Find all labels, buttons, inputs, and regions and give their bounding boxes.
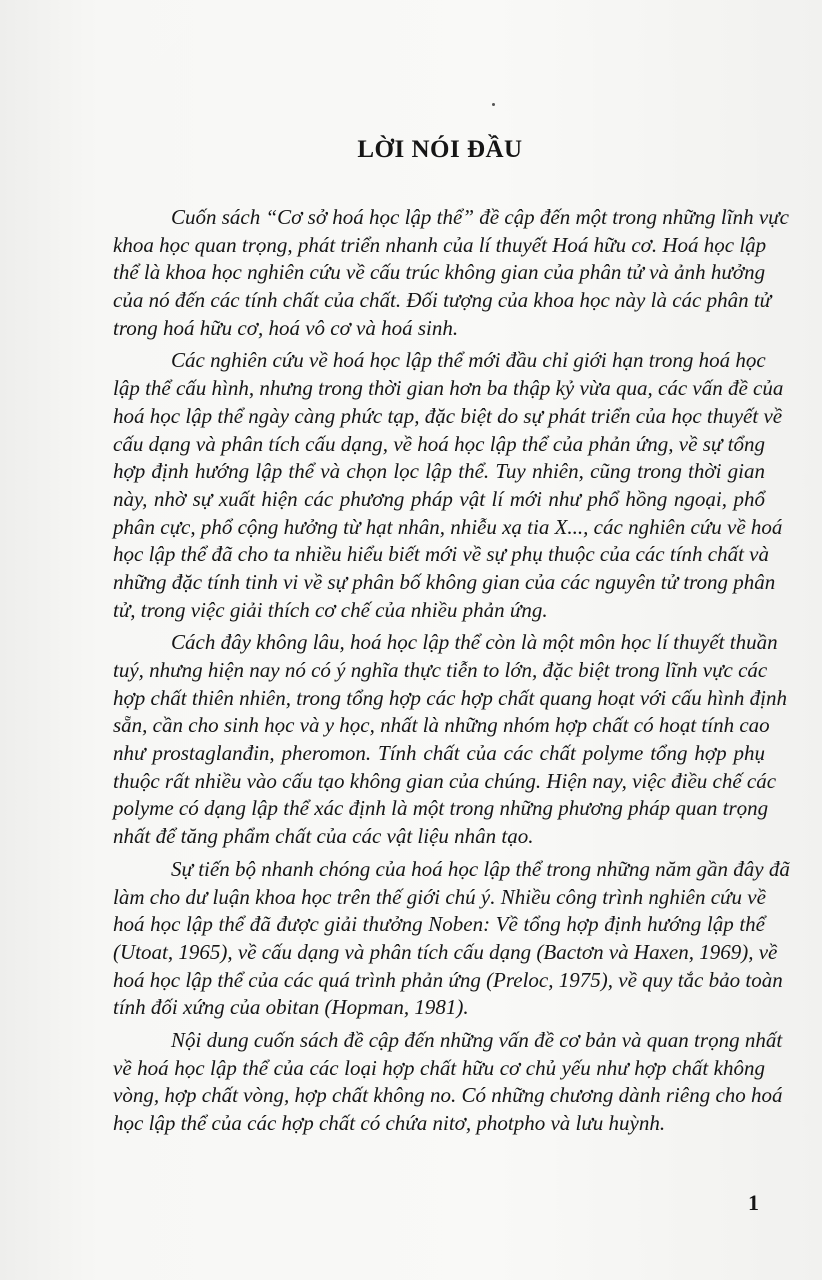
text-line: vòng, hợp chất vòng, hợp chất không no. Có những chương dành riêng cho hoá bbox=[113, 1083, 783, 1108]
text-line: polyme có dạng lập thể xác định là một trong những phương pháp quan trọng bbox=[113, 796, 769, 821]
text-line: tử, trong việc giải thích cơ chế của nhiều phản ứng. bbox=[113, 597, 548, 622]
text-line: hoá học lập thể ngày càng phức tạp, đặc biệt do sự phát triển của học thuyết về bbox=[113, 403, 783, 428]
text-line: sẵn, cần cho sinh học và y học, nhất là những nhóm hợp chất có hoạt tính cao bbox=[113, 713, 770, 738]
text-line: (Utoat, 1965), về cấu dạng và phân tích cấu dạng (Bactơn và Haxen, 1969), về bbox=[113, 939, 778, 964]
text-line: thể là khoa học nghiên cứu về cấu trúc không gian của phân tử và ảnh hưởng bbox=[113, 260, 766, 285]
text-line: thuộc rất nhiều vào cấu tạo không gian của chúng. Hiện nay, việc điều chế các bbox=[113, 768, 777, 793]
text-line: nhất để tăng phẩm chất của các vật liệu nhân tạo. bbox=[113, 824, 534, 849]
page-number: 1 bbox=[748, 1190, 759, 1215]
text-line: tuý, nhưng hiện nay nó có ý nghĩa thực tiễn to lớn, đặc biệt trong lĩnh vực các bbox=[113, 658, 768, 682]
text-line: phân cực, phổ cộng hưởng từ hạt nhân, nhiễu xạ tia X..., các nghiên cứu về hoá bbox=[113, 514, 783, 539]
text-line: học lập thể của các hợp chất có chứa nitơ, photpho và lưu huỳnh. bbox=[113, 1111, 666, 1135]
print-speck bbox=[492, 103, 495, 106]
paragraph bbox=[113, 856, 790, 1022]
text-line: hợp chất thiên nhiên, trong tổng hợp các hợp chất quang hoạt với cấu hình định bbox=[113, 685, 787, 710]
paragraph bbox=[113, 347, 784, 624]
text-line: của nó đến các tính chất của chất. Đối tượng của khoa học này là các phân tử bbox=[113, 288, 772, 313]
text-line: cấu dạng và phân tích cấu dạng, về hoá học lập thể của phản ứng, về sự tổng bbox=[113, 431, 765, 456]
paragraph bbox=[113, 1027, 783, 1138]
text-line: học lập thể đã cho ta nhiều hiểu biết mới về sự phụ thuộc của các tính chất và bbox=[113, 542, 770, 567]
text-line: hoá học lập thể đã được giải thưởng Noben: Về tổng hợp định hướng lập thể bbox=[113, 912, 765, 937]
text-line: khoa học quan trọng, phát triển nhanh của lí thuyết Hoá hữu cơ. Hoá học lập bbox=[113, 232, 767, 257]
text-line: hoá học lập thể của các quá trình phản ứng (Preloc, 1975), về quy tắc bảo toàn bbox=[113, 967, 783, 992]
text-line: những đặc tính tinh vi về sự phân bố không gian của các nguyên tử trong phân bbox=[113, 569, 776, 594]
paragraph bbox=[113, 629, 787, 851]
text-line: này, nhờ sự xuất hiện các phương pháp vật lí mới như phổ hồng ngoại, phổ bbox=[113, 486, 765, 511]
text-line: trong hoá hữu cơ, hoá vô cơ và hoá sinh. bbox=[113, 315, 459, 340]
text-line: Cách đây không lâu, hoá học lập thể còn là một môn học lí thuyết thuần bbox=[171, 630, 778, 655]
preface-body bbox=[113, 204, 790, 1143]
text-line: Cuốn sách “Cơ sở hoá học lập thể” đề cập đến một trong những lĩnh vực bbox=[171, 205, 789, 229]
text-line: làm cho dư luận khoa học trên thế giới chú ý. Nhiều công trình nghiên cứu về bbox=[113, 884, 766, 909]
text-line: về hoá học lập thể của các loại hợp chất hữu cơ chủ yếu như hợp chất không bbox=[113, 1055, 765, 1080]
text-line: Sự tiến bộ nhanh chóng của hoá học lập thể trong những năm gần đây đã bbox=[171, 856, 790, 881]
text-line: Nội dung cuốn sách đề cập đến những vấn đề cơ bản và quan trọng nhất bbox=[171, 1027, 783, 1052]
page-title: LỜI NÓI ĐẦU bbox=[357, 136, 523, 163]
text-line: lập thể cấu hình, nhưng trong thời gian hơn ba thập kỷ vừa qua, các vấn đề của bbox=[113, 376, 784, 401]
text-line: Các nghiên cứu về hoá học lập thể mới đầu chỉ giới hạn trong hoá học bbox=[171, 348, 766, 373]
text-line: tính đối xứng của obitan (Hopman, 1981). bbox=[113, 995, 469, 1020]
paragraph bbox=[113, 204, 789, 342]
text-line: như prostaglanđin, pheromon. Tính chất của các chất polyme tổng hợp phụ bbox=[113, 741, 765, 766]
text-line: hợp định hướng lập thể và chọn lọc lập thể. Tuy nhiên, cũng trong thời gian bbox=[113, 459, 765, 484]
